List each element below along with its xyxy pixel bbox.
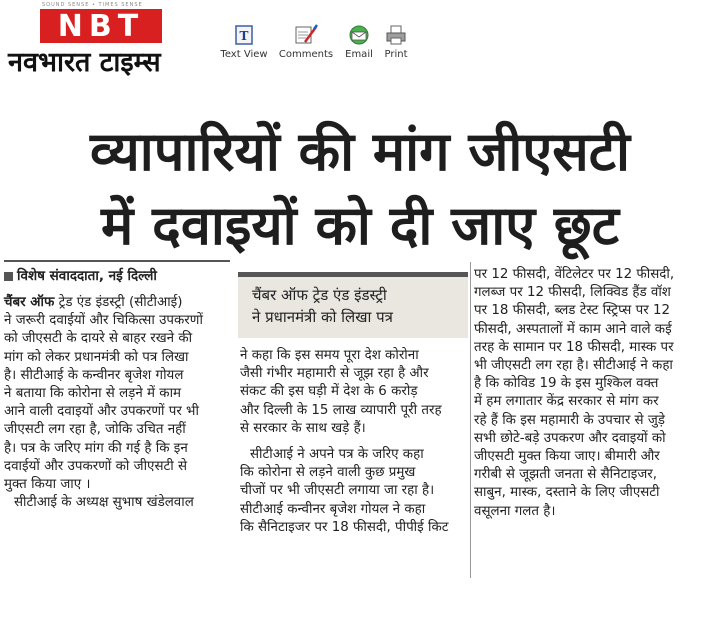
column-line: ने कहा कि इस समय पूरा देश कोरोना: [240, 348, 419, 363]
column-divider-2-3: [470, 262, 471, 578]
lead-in: चैंबर ऑफ: [4, 295, 55, 310]
column-line: दवाईयों और उपकरणों को जीएसटी से: [4, 458, 188, 474]
column-line: पर 12 फीसदी, वेंटिलेटर पर 12 फीसदी,: [474, 267, 675, 282]
column-line: जैसी गंभीर महामारी से जूझ रहा है और: [240, 366, 429, 382]
column-line: रहे हैं कि इस महामारी के उपचार से जुड़े: [474, 412, 665, 428]
byline: [4, 266, 157, 284]
column-line: मुक्त किया जाए ।: [4, 477, 91, 493]
column-line: सभी छोटे-बड़े उपकरण और दवाइयों को: [474, 430, 666, 446]
pull-quote-text: [252, 284, 393, 328]
column-line: जीएसटी मुक्त किया जाए। बीमारी और: [474, 449, 660, 465]
column-line: जीएसटी लग रहा है, जोकि उचित नहीं: [4, 422, 186, 438]
column-line: कि कोरोना से लड़ने वाली कुछ प्रमुख: [240, 465, 416, 481]
column-line: और दिल्ली के 15 लाख व्यापारी पूरी तरह: [240, 402, 442, 418]
column-line: से सरकार के साथ खड़े हैं।: [240, 420, 366, 436]
column-line: है कि कोविड 19 के इस मुश्किल वक्त: [474, 376, 659, 392]
column-line: फीसदी, अस्पतालों में काम आने वाले कई: [474, 321, 672, 337]
text-view-label: Text View: [220, 49, 268, 60]
nbt-logo-text: NBT: [57, 8, 145, 44]
column-line: [4, 294, 229, 312]
column-line: तरह के सामान पर 18 फीसदी, मास्क पर: [474, 339, 674, 355]
column-line: आने वाली दवाइयों और उपकरणों पर भी: [4, 404, 199, 420]
pull-quote-line: चैंबर ऑफ ट्रेड एंड इंडस्ट्री: [252, 286, 387, 304]
svg-text:T: T: [239, 29, 249, 43]
column-line: है। पत्र के जरिए मांग की गई है कि इन: [4, 440, 188, 456]
column-line: कि सैनिटाइजर पर 18 फीसदी, पीपीई किट: [240, 519, 449, 535]
column-line: सीटीआई के अध्यक्ष सुभाष खंडेलवाल: [14, 495, 194, 511]
pull-quote-line: ने प्रधानमंत्री को लिखा पत्र: [252, 308, 393, 326]
column-line: साबुन, मास्क, दस्ताने के लिए जीएसटी: [474, 485, 660, 501]
pull-quote-bar: [238, 272, 468, 277]
column-line: ने जरूरी दवाईयों और चिकित्सा उपकरणों: [4, 313, 203, 329]
byline-text: विशेष संवाददाता, नई दिल्ली: [17, 268, 157, 284]
headline-line-2: में दवाइयों को दी जाए छूट: [101, 194, 619, 257]
comments-label: Comments: [278, 49, 334, 60]
byline-square-icon: [4, 272, 13, 281]
column-line: गरीबी से जूझती जनता से सैनिटाइजर,: [474, 467, 658, 483]
text-view-icon: [233, 24, 255, 46]
column-line: को जीएसटी के दायरे से बाहर रखने की: [4, 331, 193, 347]
column-line: संकट की इस घड़ी में देश के 6 करोड़: [240, 384, 418, 400]
column-line: भी जीएसटी लग रहा है। सीटीआई ने कहा: [474, 358, 673, 374]
column-line: वसूलना गलत है।: [474, 503, 556, 519]
article-column-2: [240, 347, 466, 537]
print-button[interactable]: [380, 24, 412, 60]
comments-icon: [293, 24, 319, 46]
email-icon: [347, 24, 371, 46]
byline-divider: [4, 260, 230, 262]
column-line: चीजों पर भी जीएसटी लगाया जा रहा है।: [240, 483, 435, 499]
publication-name: नवभारत टाइम्स: [8, 47, 161, 78]
headline-line-1: व्यापारियों की मांग जीएसटी: [90, 120, 630, 183]
nbt-logo[interactable]: [40, 9, 162, 43]
article-column-3: [474, 266, 696, 521]
print-label: Print: [384, 49, 408, 60]
column-line: ने बताया कि कोरोना से लड़ने में काम: [4, 386, 182, 402]
email-label: Email: [345, 49, 373, 60]
article-column-1: [4, 294, 229, 512]
masthead: [0, 0, 720, 95]
logo-tagline: SOUND SENSE • TIMES SENSE: [42, 2, 143, 8]
comments-button[interactable]: [275, 24, 337, 60]
print-icon: [384, 24, 408, 46]
column-line: गलब्ज पर 12 फीसदी, लिक्विड हैंड वॉश: [474, 285, 671, 301]
column-line: मांग को लेकर प्रधानमंत्री को पत्र लिखा: [4, 349, 189, 365]
column-line: में हम लगातार केंद्र सरकार से मांग कर: [474, 394, 659, 410]
pull-quote-box: [238, 272, 468, 338]
column-line: है। सीटीआई के कन्वीनर बृजेश गोयल: [4, 367, 184, 383]
column-line: सीटीआई कन्वीनर बृजेश गोयल ने कहा: [240, 501, 426, 517]
column-line: पर 18 फीसदी, ब्लड टेस्ट स्ट्रिप्स पर 12: [474, 303, 670, 319]
text-view-button[interactable]: [214, 24, 274, 60]
paragraph-gap: [240, 438, 466, 446]
email-button[interactable]: [338, 24, 380, 60]
column-line: सीटीआई ने अपने पत्र के जरिए कहा: [250, 447, 424, 463]
column-line-text: ट्रेड एंड इंडस्ट्री (सीटीआई): [54, 295, 183, 310]
